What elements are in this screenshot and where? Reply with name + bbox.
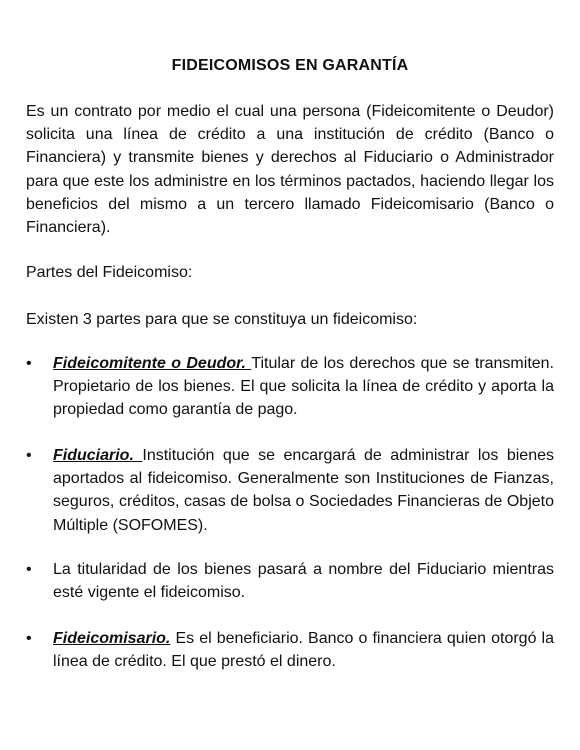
bullet-body [53,627,554,673]
document-title: FIDEICOMISOS EN GARANTÍA [171,57,409,74]
bullet-body [53,352,554,422]
bullet-text: Es el beneficiario. Banco o financiera quien otorgó la línea de crédito. El que prestó el dinero. [53,630,554,671]
bullet-term: Fideicomisario. [53,630,171,647]
bullet-icon: • [26,355,32,372]
intro-paragraph: Es un contrato por medio el cual una persona (Fideicomitente o Deudor) solicita una línea de crédito a una institución de crédito (Banco o Financiera) y transmite bienes y derechos al Fiduciario o Administrador para que este los administre en los términos pactados, haciendo llegar los beneficios del mismo a un tercero llamado Fideicomisario (Banco o Financiera). [26,103,554,237]
bullet-text: Institución que se encargará de administrar los bienes aportados al fideicomiso. Generalmente son Instituciones de Fianzas, seguros, créditos, casas de bolsa o Sociedades Financieras de Objeto Múltiple (SOFOMES). [53,447,555,534]
bullet-term: Fideicomitente o Deudor. [53,355,252,372]
parts-intro: Existen 3 partes para que se constituya un fideicomiso: [26,311,418,328]
bullet-item-titularidad [26,558,554,604]
bullet-icon: • [26,561,32,578]
bullet-item-fiduciario [26,444,554,537]
bullet-item-fideicomitente [26,352,554,422]
bullet-body [53,558,554,604]
bullet-text: Titular de los derechos que se transmiten. Propietario de los bienes. El que solicita la línea de crédito y aporta la propiedad como garantía de pago. [53,355,555,419]
bullet-icon: • [26,447,32,464]
parts-heading: Partes del Fideicomiso: [26,264,193,281]
bullet-icon: • [26,630,32,647]
bullet-item-fideicomisario [26,627,554,673]
bullet-text: La titularidad de los bienes pasará a nombre del Fiduciario mientras esté vigente el fideicomiso. [53,561,554,602]
bullet-body [53,444,554,537]
bullet-term: Fiduciario. [53,447,143,464]
